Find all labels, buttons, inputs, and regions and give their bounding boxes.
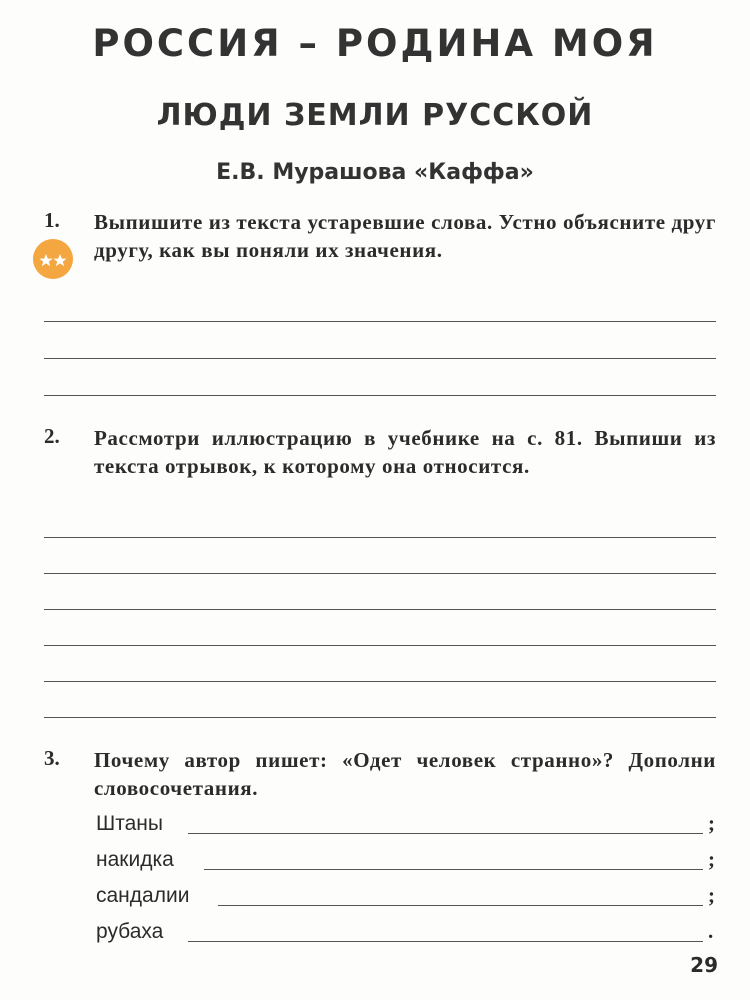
fill-item [96,918,716,948]
fill-punctuation: ; [708,811,715,835]
answer-line[interactable] [44,717,716,718]
work-title: Е.В. Мурашова «Каффа» [216,160,534,185]
task-number: 2. [44,424,60,448]
answer-line[interactable] [44,645,716,646]
task-text: Рассмотри иллюстрацию в учебнике на с. 81. Выпиши из текста отрывок, к которому она относится. [94,426,716,478]
answer-line[interactable] [44,681,716,682]
fill-item [96,882,716,912]
answer-line[interactable] [44,573,716,574]
section-title: РОССИЯ – РОДИНА МОЯ [92,22,658,65]
task-number: 1. [44,208,60,232]
task-number: 3. [44,746,60,770]
answer-line[interactable] [44,395,716,396]
answer-line[interactable] [44,358,716,359]
fill-item [96,846,716,876]
fill-label: Штаны [96,812,163,835]
answer-line[interactable] [44,321,716,322]
fill-answer-line[interactable] [188,833,703,834]
fill-punctuation: ; [708,847,715,871]
fill-answer-line[interactable] [204,869,703,870]
answer-line[interactable] [44,537,716,538]
answer-line[interactable] [44,609,716,610]
fill-answer-line[interactable] [188,941,703,942]
fill-answer-line[interactable] [218,905,703,906]
task-text: Почему автор пишет: «Одет человек странно»? Дополни словосочетания. [94,748,716,800]
chapter-title: ЛЮДИ ЗЕМЛИ РУССКОЙ [156,98,594,133]
fill-punctuation: . [708,919,714,943]
task-text: Выпишите из текста устаревшие слова. Устно объясните друг другу, как вы поняли их значения. [94,210,716,262]
fill-item [96,810,716,840]
fill-punctuation: ; [708,883,715,907]
fill-label: сандалии [96,884,190,907]
page-number: 29 [690,953,718,977]
fill-label: накидка [96,848,174,871]
fill-label: рубаха [96,920,164,943]
two-stars-icon [33,239,73,279]
